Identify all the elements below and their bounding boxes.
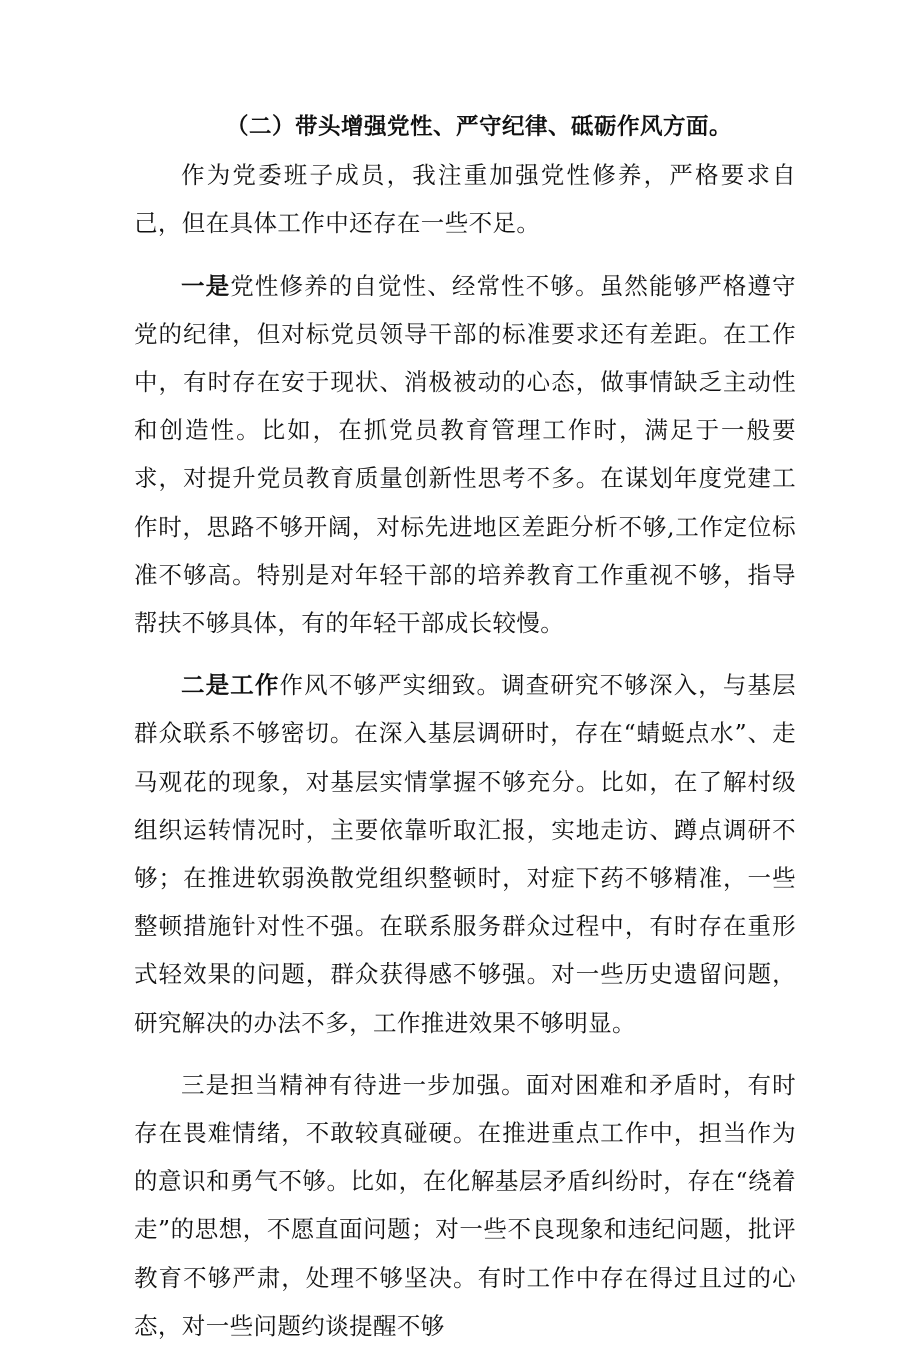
paragraph-item-1-text: 党性修养的自觉性、经常性不够。虽然能够严格遵守党的纪律，但对标党员领导干部的标准要求还有差距。在工作中，有时存在安于现状、消极被动的心态，做事情缺乏主动性和创造性。比如，在抓党员教育管理工作时，满足于一般要求，对提升党员教育质量创新性思考不多。在谋划年度党建工作时，思路不够开阔，对标先进地区差距分析不够,工作定位标准不够高。特别是对年轻干部的培养教育工作重视不够，指导帮扶不够具体，有的年轻干部成长较慢。	[134, 271, 796, 638]
paragraph-item-2-text: 作风不够严实细致。调查研究不够深入，与基层群众联系不够密切。在深入基层调研时，存在“蜻蜓点水”、走马观花的现象，对基层实情掌握不够充分。比如，在了解村级组织运转情况时，主要依靠听取汇报，实地走访、蹲点调研不够；在推进软弱涣散党组织整顿时，对症下药不够精准，一些整顿措施针对性不强。在联系服务群众过程中，有时存在重形式轻效果的问题，群众获得感不够强。对一些历史遗留问题，研究解决的办法不多，工作推进效果不够明显。	[134, 671, 796, 1037]
document-body	[134, 103, 796, 1350]
paragraph-item-3-text: 三是担当精神有待进一步加强。面对困难和矛盾时，有时存在畏难情绪，不敢较真碰硬。在推进重点工作中，担当作为的意识和勇气不够。比如，在化解基层矛盾纠纷时，存在“绕着走”的思想，不愿直面问题；对一些不良现象和违纪问题，批评教育不够严肃，处理不够坚决。有时工作中存在得过且过的心态，对一些问题约谈提醒不够	[134, 1070, 796, 1340]
paragraph-item-3	[134, 1061, 796, 1350]
paragraph-item-2-lead: 二是工作	[181, 671, 280, 700]
intro-paragraph: 作为党委班子成员，我注重加强党性修养，严格要求自己，但在具体工作中还存在一些不足。	[134, 161, 796, 238]
paragraph-item-2	[134, 661, 796, 1047]
paragraph-item-1-lead: 一是	[181, 271, 231, 300]
paragraph-item-1	[134, 262, 796, 648]
section-heading: （二）带头增强党性、严守纪律、砥砺作风方面。	[225, 114, 732, 140]
